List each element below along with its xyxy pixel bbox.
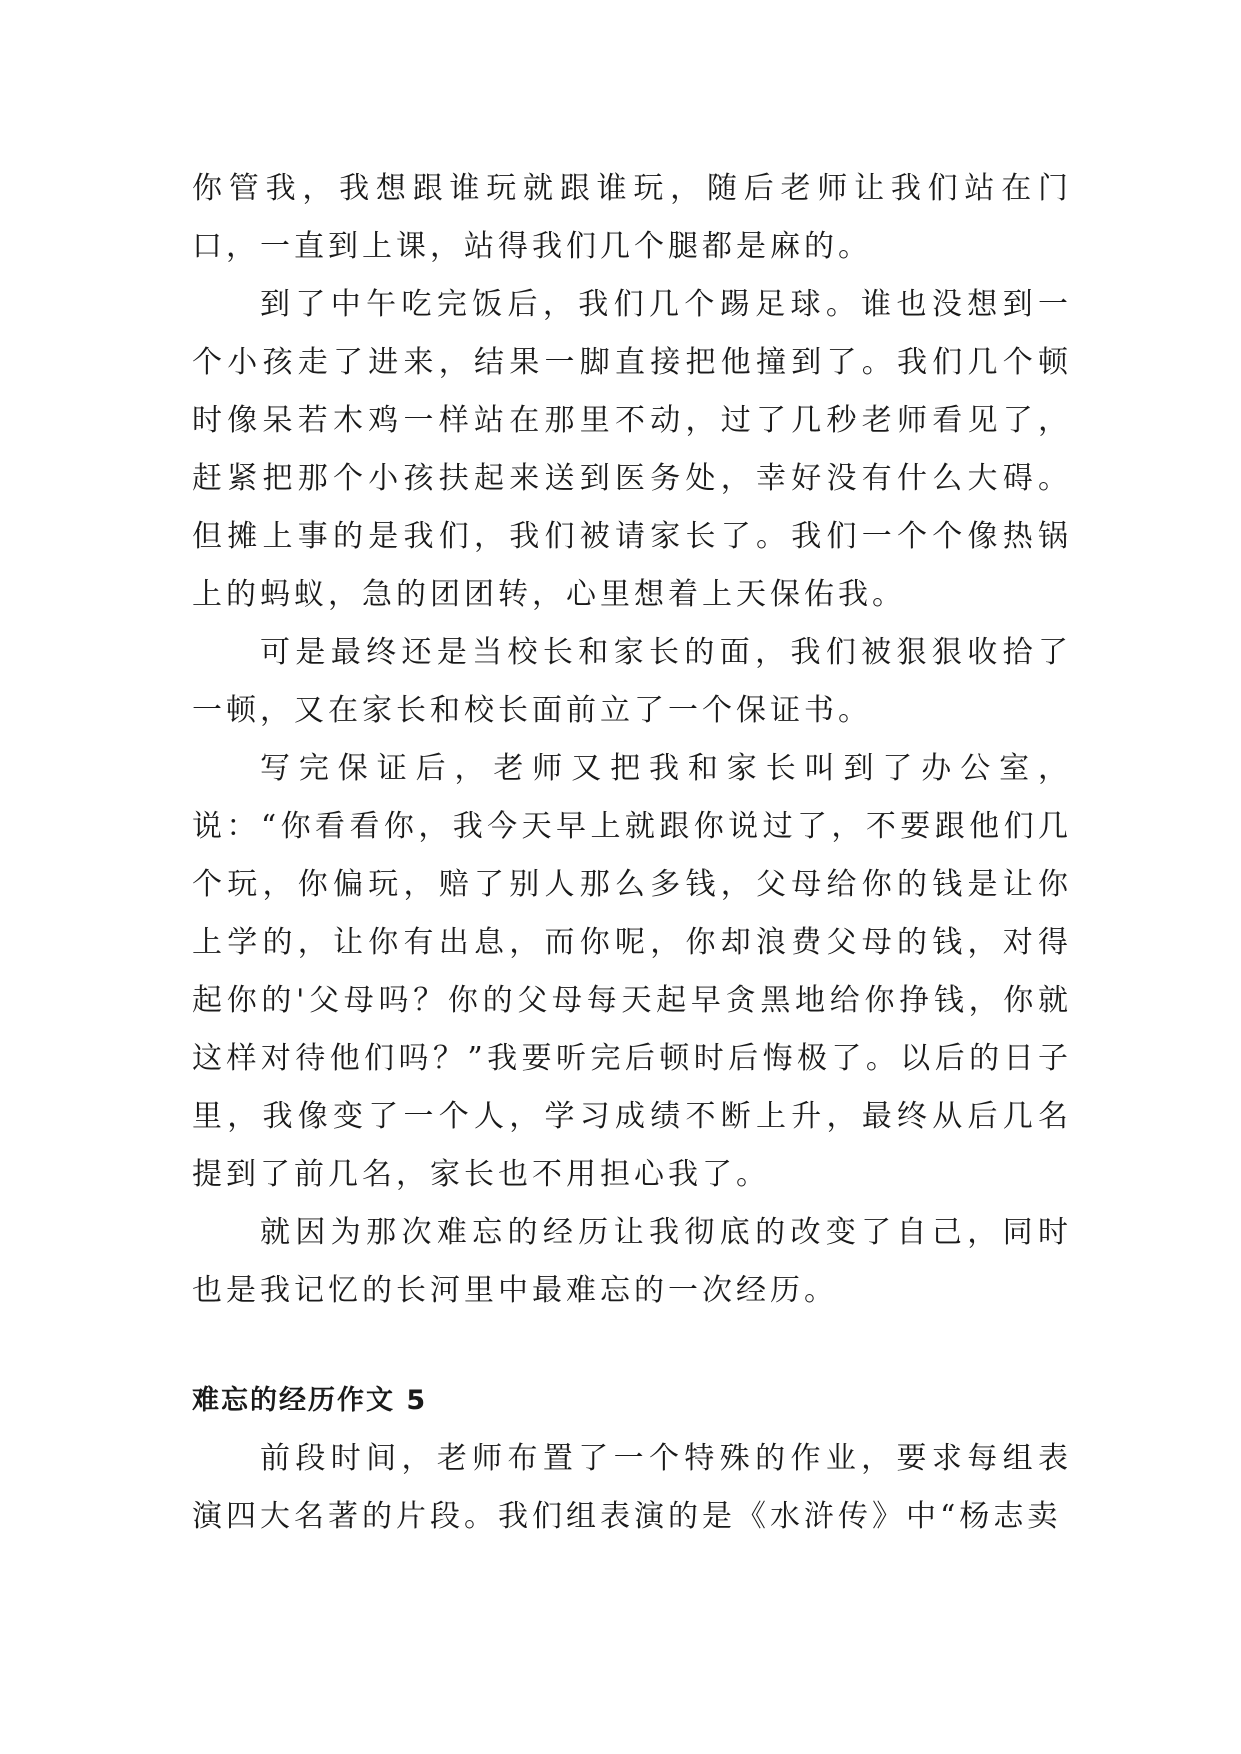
paragraph: 可是最终还是当校长和家长的面，我们被狠狠收拾了一顿，又在家长和校长面前立了一个保证书。 [192, 635, 1072, 728]
paragraph: 写完保证后，老师又把我和家长叫到了办公室，说：“你看看你，我今天早上就跟你说过了，不要跟他们几个玩，你偏玩，赔了别人那么多钱，父母给你的钱是让你上学的，让你有出息，而你呢，你却浪费父母的钱，对得起你的'父母吗？你的父母每天起早贪黑地给你挣钱，你就这样对待他们吗？”我要听完后顿时后悔极了。以后的日子里，我像变了一个人，学习成绩不断上升，最终从后几名提到了前几名，家长也不用担心我了。 [192, 751, 1072, 1192]
document-body [192, 160, 1072, 1546]
paragraph: 你管我，我想跟谁玩就跟谁玩，随后老师让我们站在门口，一直到上课，站得我们几个腿都是麻的。 [192, 171, 1072, 264]
paragraph: 到了中午吃完饭后，我们几个踢足球。谁也没想到一个小孩走了进来，结果一脚直接把他撞到了。我们几个顿时像呆若木鸡一样站在那里不动，过了几秒老师看见了，赶紧把那个小孩扶起来送到医务处，幸好没有什么大碍。但摊上事的是我们，我们被请家长了。我们一个个像热锅上的蚂蚁，急的团团转，心里想着上天保佑我。 [192, 287, 1072, 612]
section-heading: 难忘的经历作文 5 [192, 1385, 428, 1416]
paragraph: 就因为那次难忘的经历让我彻底的改变了自己，同时也是我记忆的长河里中最难忘的一次经历。 [192, 1215, 1072, 1308]
paragraph: 前段时间，老师布置了一个特殊的作业，要求每组表演四大名著的片段。我们组表演的是《水浒传》中“杨志卖 [192, 1441, 1072, 1534]
